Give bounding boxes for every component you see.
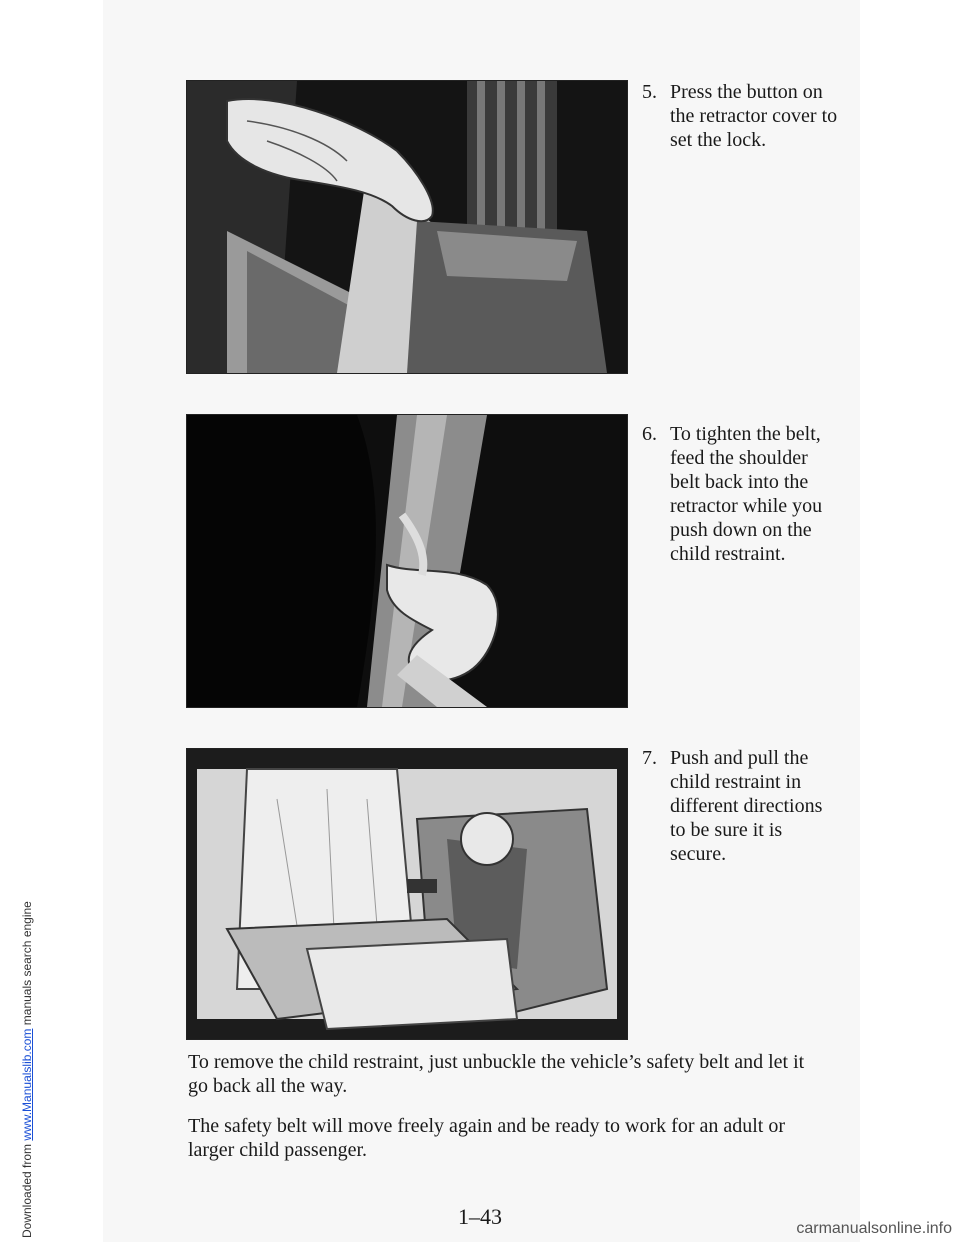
step-text: To tighten the belt, feed the shoulder belt back into the retractor while you push down on the child restraint.: [670, 423, 823, 565]
illustration-test-child-restraint: [186, 748, 628, 1040]
child-restraint-illustration: [187, 749, 627, 1039]
belt-release-paragraph: The safety belt will move freely again and be ready to work for an adult or larger child passenger.: [188, 1115, 786, 1161]
tighten-belt-illustration: [187, 415, 627, 707]
step-5: [642, 80, 842, 152]
download-banner: Downloaded from www.Manualslib.com manuals search engine: [20, 901, 34, 1238]
step-number: 7.: [642, 747, 657, 769]
step-number: 5.: [642, 81, 657, 103]
step-text: Push and pull the child restraint in different directions to be sure it is secure.: [670, 747, 823, 865]
step-number: 6.: [642, 423, 657, 445]
step-6: [642, 422, 842, 566]
remove-restraint-paragraph: To remove the child restraint, just unbuckle the vehicle’s safety belt and let it go back all the way.: [188, 1051, 805, 1097]
page-number: 1–43: [458, 1204, 502, 1229]
illustration-tighten-belt: [186, 414, 628, 708]
illustration-press-retractor-button: [186, 80, 628, 374]
retractor-button-illustration: [187, 81, 627, 373]
manualslib-link[interactable]: www.Manualslib.com: [20, 1028, 34, 1141]
step-text: Press the button on the retractor cover to set the lock.: [670, 81, 838, 151]
step-7: [642, 746, 842, 866]
site-watermark: carmanualsonline.info: [796, 1220, 952, 1237]
